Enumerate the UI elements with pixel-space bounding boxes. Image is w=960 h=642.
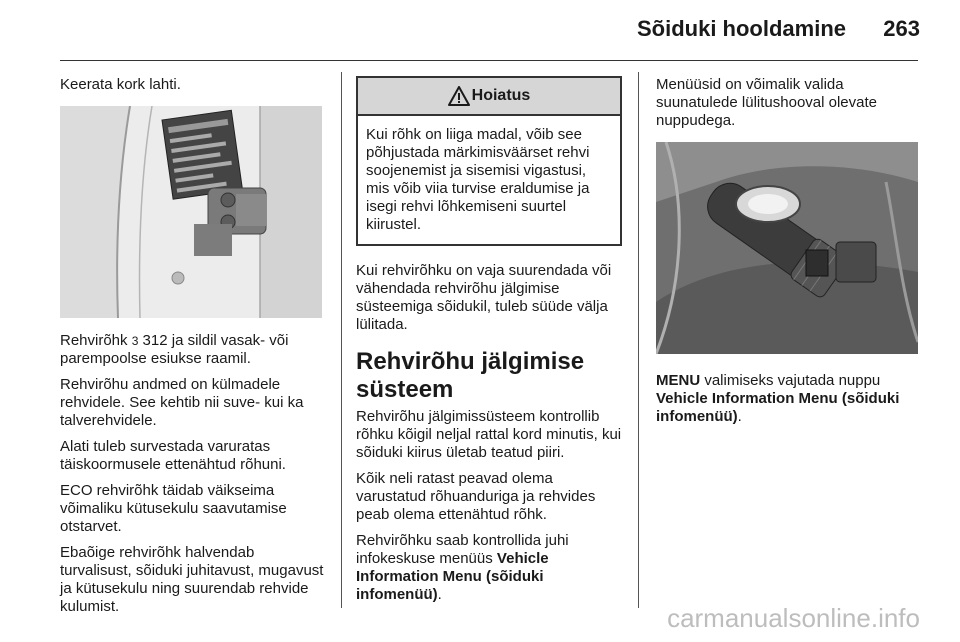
ignition-off-paragraph: Kui rehvirõhku on vaja suurendada või vähendada rehvirõhu jälgimise süsteemiga sõidukil, tuleb süüde välja lülitada. — [356, 262, 612, 333]
spare-wheel-paragraph: Alati tuleb survestada varuratas täiskoormusele ettenähtud rõhuni. — [60, 438, 286, 473]
warning-triangle-icon — [448, 86, 470, 106]
eco-pressure-paragraph: ECO rehvirõhk täidab väikseima võimaliku kütusekulu saavutamise otstarvet. — [60, 482, 287, 535]
cold-tires-paragraph: Rehvirõhu andmed on külmadele rehvidele. See kehtib nii suve- kui ka talverehvidele. — [60, 376, 304, 429]
intro-text: Keerata kork lahti. — [60, 76, 181, 93]
page-number: 263 — [883, 16, 920, 41]
vehicle-info-menu-label: Vehicle Information Menu (sõiduki infomenüü) — [356, 550, 549, 603]
monitoring-system-paragraph: Rehvirõhu jälgimissüsteem kontrollib rõhku kõigil neljal rattal kord minutis, kui sõiduki kiirus ületab teatud piiri. — [356, 408, 622, 461]
column-divider-right — [638, 72, 639, 608]
tire-pressure-text-after: 312 ja sildil vasak- või parempoolse esiukse raamil. — [60, 332, 289, 367]
info-center-paragraph — [356, 532, 624, 604]
info-center-end: . — [437, 586, 442, 603]
incorrect-pressure-paragraph: Ebaõige rehvirõhk halvendab turvalisust, sõiduki juhitavust, mugavust ja kütusekulu ning suurendab rehvide kulumist. — [60, 544, 324, 615]
sensor-requirement-paragraph: Kõik neli ratast peavad olema varustatud rõhuanduriga ja rehvides peab olema ettenähtud rõhk. — [356, 470, 596, 523]
menu-selection-paragraph: Menüüsid on võimalik valida suunatulede lülitushooval olevate nuppudega. — [656, 76, 877, 129]
warning-title: Hoiatus — [471, 87, 531, 104]
tire-pressure-reference — [60, 332, 326, 368]
tire-pressure-text-before: Rehvirõhk — [60, 332, 132, 349]
turn-signal-lever-illustration — [656, 142, 918, 354]
column-3 — [656, 76, 918, 434]
section-heading: Rehvirõhu jälgimise süsteem — [356, 348, 585, 403]
info-center-text: Rehvirõhku saab kontrollida juhi infokeskuse menüüs — [356, 532, 569, 567]
watermark: carmanualsonline.info — [667, 603, 920, 633]
warning-box — [356, 76, 622, 246]
warning-header — [358, 78, 620, 116]
menu-button-paragraph — [656, 372, 918, 426]
column-2 — [356, 76, 624, 612]
menu-button-end: . — [737, 408, 742, 425]
column-1 — [60, 76, 326, 624]
page-header-title: Sõiduki hooldamine — [636, 16, 846, 41]
menu-button-text: valimiseks vajutada nuppu — [700, 372, 881, 389]
menu-button-label: MENU — [656, 372, 701, 389]
door-pillar-illustration — [60, 106, 322, 318]
vehicle-info-menu-label-2: Vehicle Information Menu (sõiduki infomenüü) — [656, 390, 900, 425]
column-divider-left — [341, 72, 342, 608]
warning-text: Kui rõhk on liiga madal, võib see põhjustada märkimisväärset rehvi soojenemist ja sisemisi vigastusi, mis võib viia turvise eraldumise ja isegi rehvi lõhkemiseni suurtel kiirustel. — [366, 126, 590, 233]
header-rule — [60, 60, 918, 61]
page-reference-arrow-icon: 3 — [131, 334, 139, 348]
